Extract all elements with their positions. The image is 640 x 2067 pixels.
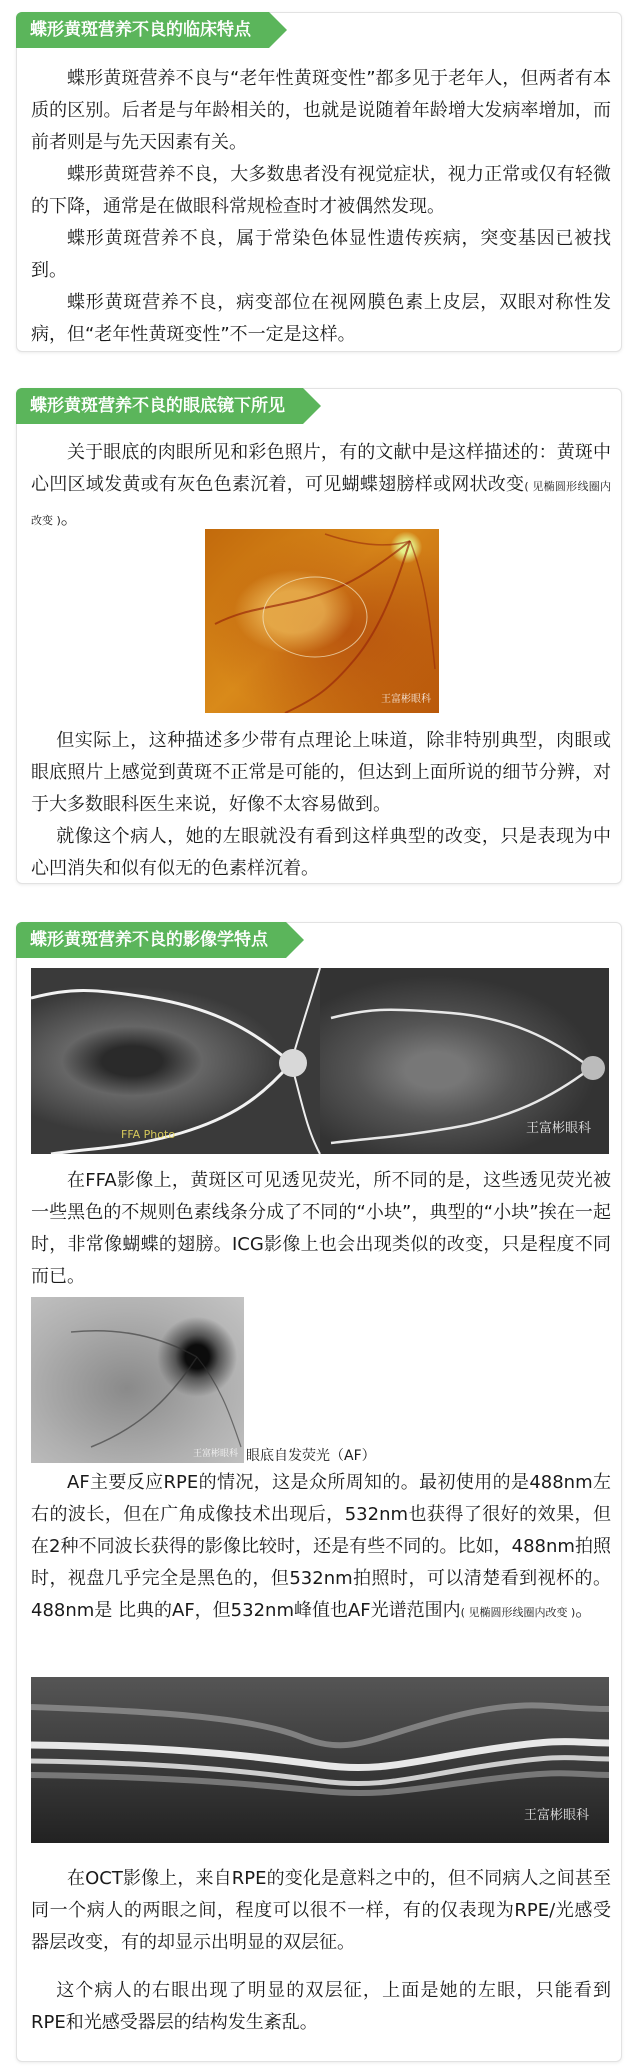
note: ( 见椭圆形线圈内改变 ) — [460, 1606, 576, 1619]
retina-vessels — [205, 529, 439, 713]
paragraph: 蝶形黄斑营养不良，大多数患者没有视觉症状，视力正常或仅有轻微的下降，通常是在做眼科常规检查时才被偶然发现。 — [31, 164, 611, 217]
paragraph-text: AF主要反应RPE的情况，这是众所周知的。最初使用的是488nm左右的波长，但在广角成像技术出现后，532nm也获得了很好的效果，但在2种不同波长获得的影像比较时，还是有些不同的。比如，488nm拍照时，视盘几乎完全是黑色的，但532nm拍照时，可以清楚看到视杯的。488nm是 比典的AF，但532nm峰值也AF光谱范围内 — [31, 1472, 611, 1621]
note: ( 见椭圆形线圈内改变 ) — [31, 480, 611, 527]
section-title: 蝶形黄斑营养不良的影像学特点 — [16, 922, 286, 958]
paragraph: 这个病人的右眼出现了明显的双层征，上面是她的左眼，只能看到RPE和光感受器层的结构发生紊乱。 — [31, 1980, 611, 2033]
imaging-features-card — [16, 922, 622, 2062]
paragraph-text: 关于眼底的肉眼所见和彩色照片，有的文献中是这样描述的：黄斑中心凹区域发黄或有灰色色素沉着，可见蝴蝶翅膀样或网状改变 — [31, 442, 611, 495]
watermark: 王富彬眼科 — [525, 1121, 591, 1136]
paragraph: 在FFA影像上，黄斑区可见透见荧光，所不同的是，这些透见荧光被一些黑色的不规则色素线条分成了不同的“小块”，典型的“小块”挨在一起时，非常像蝴蝶的翅膀。ICG影像上也会出现类似的改变，只是程度不同而已。 — [31, 1170, 611, 1287]
punctuation: 。 — [60, 508, 79, 529]
punctuation: 。 — [575, 1600, 594, 1621]
paragraph: 蝶形黄斑营养不良，病变部位在视网膜色素上皮层，双眼对称性发病，但“老年性黄斑变性”不一定是这样。 — [31, 292, 611, 345]
paragraph: 蝶形黄斑营养不良与“老年性黄斑变性”都多见于老年人，但两者有本质的区别。后者是与年龄相关的，也就是说随着年龄增大发病率增加，而前者则是与先天因素有关。 — [31, 68, 611, 153]
oct-image — [31, 1677, 609, 1843]
paragraph — [31, 1467, 611, 1629]
watermark: 王富彬眼科 — [381, 694, 431, 705]
section-title: 蝶形黄斑营养不良的眼底镜下所见 — [16, 388, 303, 424]
watermark: 王富彬眼科 — [192, 1449, 238, 1459]
section-title: 蝶形黄斑营养不良的临床特点 — [16, 12, 269, 48]
paragraph: 就像这个病人，她的左眼就没有看到这样典型的改变，只是表现为中心凹消失和似有似无的色素样沉着。 — [31, 826, 611, 879]
vessel-overlay — [31, 968, 609, 1154]
ffa-icg-image — [31, 968, 609, 1154]
af-vessels — [31, 1297, 244, 1463]
fundus-findings-card — [16, 388, 622, 884]
paragraph: 在OCT影像上，来自RPE的变化是意料之中的，但不同病人之间甚至同一个病人的两眼之间，程度可以很不一样，有的仅表现为RPE/光感受器层改变，有的却显示出明显的双层征。 — [31, 1868, 611, 1953]
fundus-photo — [205, 529, 439, 713]
paragraph: 蝶形黄斑营养不良，属于常染色体显性遗传疾病，突变基因已被找到。 — [31, 228, 611, 281]
oct-layers — [31, 1677, 609, 1843]
paragraph: 但实际上，这种描述多少带有点理论上味道，除非特别典型，肉眼或眼底照片上感觉到黄斑不正常是可能的，但达到上面所说的细节分辨，对于大多数眼科医生来说，好像不太容易做到。 — [31, 730, 611, 815]
watermark: 王富彬眼科 — [523, 1808, 589, 1823]
ffa-label: FFA Photo — [121, 1128, 176, 1141]
af-image — [31, 1297, 244, 1463]
paragraph — [31, 437, 611, 537]
clinical-features-card — [16, 12, 622, 352]
af-caption: 眼底自发荧光（AF） — [246, 1448, 376, 1464]
